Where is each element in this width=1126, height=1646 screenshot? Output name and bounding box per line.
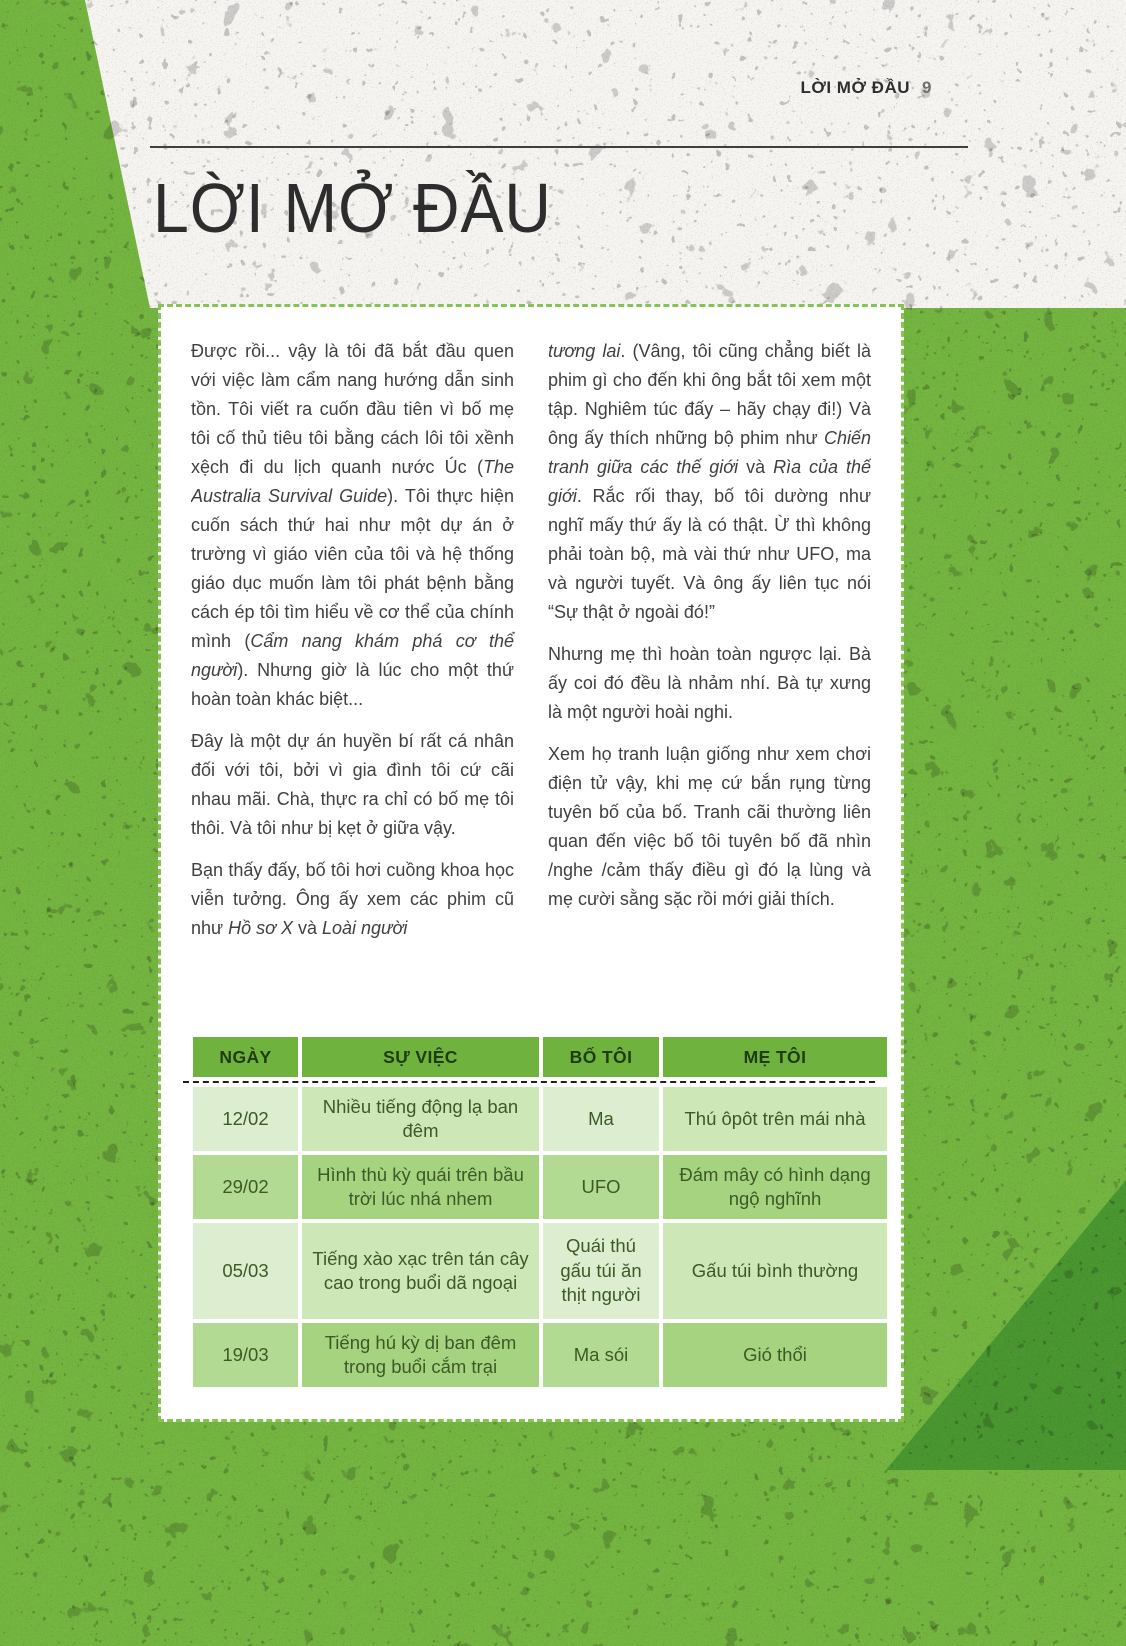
content-panel	[158, 304, 904, 1422]
table-cell-date: 12/02	[193, 1087, 298, 1151]
chapter-title: LỜI MỞ ĐẦU	[153, 169, 552, 247]
sightings-table	[193, 1037, 875, 1387]
table-header-event: SỰ VIỆC	[302, 1037, 539, 1077]
two-column-text	[191, 337, 871, 1037]
table-cell-mom: Gấu túi bình thường	[663, 1223, 887, 1319]
table-cell-event: Nhiều tiếng động lạ ban đêm	[302, 1087, 539, 1151]
table-body	[193, 1087, 875, 1387]
table-cell-event: Hình thù kỳ quái trên bầu trời lúc nhá nhem	[302, 1155, 539, 1219]
table-header-row	[193, 1037, 875, 1077]
table-cell-date: 19/03	[193, 1323, 298, 1387]
table-cell-event: Tiếng xào xạc trên tán cây cao trong buổi dã ngoại	[302, 1223, 539, 1319]
paragraph: Nhưng mẹ thì hoàn toàn ngược lại. Bà ấy coi đó đều là nhảm nhí. Bà tự xưng là một người hoài nghi.	[548, 644, 871, 722]
table-header-mom: MẸ TÔI	[663, 1037, 887, 1077]
paragraph: Bạn thấy đấy, bố tôi hơi cuồng khoa học viễn tưởng. Ông ấy xem các phim cũ như Hồ sơ X và Loài người	[191, 860, 514, 938]
table-cell-dad: Ma	[543, 1087, 659, 1151]
table-header-dad: BỐ TÔI	[543, 1037, 659, 1077]
table-cell-event: Tiếng hú kỳ dị ban đêm trong buổi cắm trại	[302, 1323, 539, 1387]
paragraph: Xem họ tranh luận giống như xem chơi điện tử vậy, khi mẹ cứ bắn rụng từng tuyên bố của bố. Tranh cãi thường liên quan đến việc bố tôi tuyên bố đã nhìn /nghe /cảm thấy điều gì đó lạ lùng và mẹ cười sằng sặc rồi mới giải thích.	[548, 744, 871, 909]
paragraph: tương lai. (Vâng, tôi cũng chẳng biết là phim gì cho đến khi ông bắt tôi xem một tập. Nghiêm túc đấy – hãy chạy đi!) Và ông ấy thích những bộ phim như Chiến tranh giữa các thế giới và Rìa của thế giới. Rắc rối thay, bố tôi dường như nghĩ mấy thứ ấy là có thật. Ừ thì không phải toàn bộ, mà vài thứ như UFO, ma và người tuyết. Và ông ấy liên tục nói “Sự thật ở ngoài đó!”	[548, 341, 871, 622]
paragraph: Đây là một dự án huyền bí rất cá nhân đối với tôi, bởi vì gia đình tôi cứ cãi nhau mãi. Chà, thực ra chỉ có bố mẹ tôi thôi. Và tôi như bị kẹt ở giữa vậy.	[191, 731, 514, 838]
table-cell-dad: Quái thú gấu túi ăn thịt người	[543, 1223, 659, 1319]
table-cell-dad: Ma sói	[543, 1323, 659, 1387]
paragraph: Được rồi... vậy là tôi đã bắt đầu quen với việc làm cẩm nang hướng dẫn sinh tồn. Tôi viết ra cuốn đầu tiên vì bố mẹ tôi cố thủ tiêu tôi bằng cách lôi tôi xềnh xệch đi du lịch quanh nước Úc (The Australia Survival Guide). Tôi thực hiện cuốn sách thứ hai như một dự án ở trường vì giáo viên của tôi và hệ thống giáo dục muốn làm tôi phát bệnh bằng cách ép tôi tìm hiểu về cơ thể của chính mình (Cẩm nang khám phá cơ thể người). Nhưng giờ là lúc cho một thứ hoàn toàn khác biệt...	[191, 341, 514, 709]
table-cell-mom: Đám mây có hình dạng ngộ nghĩnh	[663, 1155, 887, 1219]
header-rule	[150, 146, 968, 148]
table-header-date: NGÀY	[193, 1037, 298, 1077]
running-header-title: LỜI MỞ ĐẦU	[800, 78, 911, 97]
text-column-left	[191, 337, 514, 1037]
table-cell-date: 05/03	[193, 1223, 298, 1319]
running-header	[800, 78, 932, 98]
page-number: 9	[922, 78, 932, 97]
text-column-right	[548, 337, 871, 1037]
table-cell-mom: Gió thổi	[663, 1323, 887, 1387]
table-cell-dad: UFO	[543, 1155, 659, 1219]
table-cell-date: 29/02	[193, 1155, 298, 1219]
table-header-separator	[183, 1081, 875, 1083]
table-cell-mom: Thú ôpôt trên mái nhà	[663, 1087, 887, 1151]
